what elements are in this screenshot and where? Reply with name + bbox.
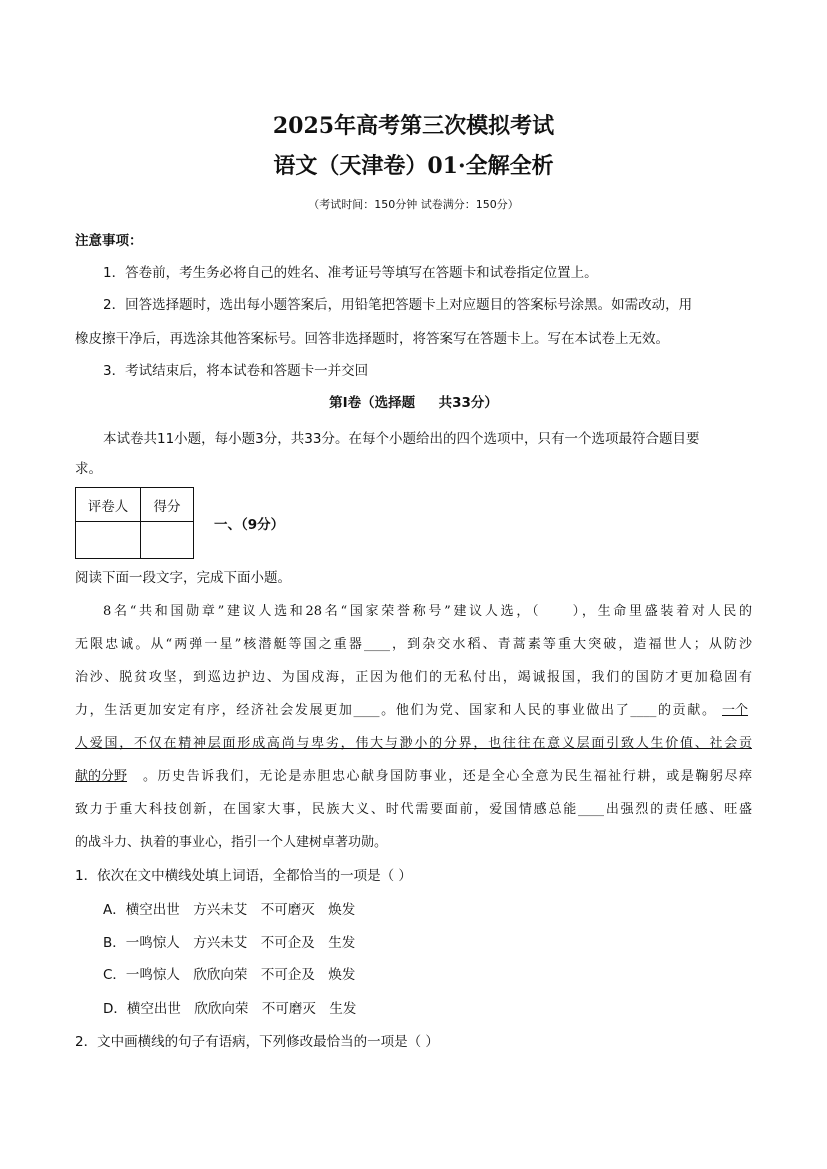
question-1-option-d[interactable]: D．横空出世 欣欣向荣 不可磨灭 生发 [103, 1001, 357, 1017]
passage-line: 的战斗力、执着的事业心，指引一个人建树卓著功勋。 [75, 835, 388, 850]
underlined-sentence: 人爱国，不仅在精神层面形成高尚与卑劣，伟大与渺小的分界，也往往在意义层面引致人生价值、社会贡 [75, 736, 752, 751]
section-heading: 第Ⅰ卷（选择题 共33分） [329, 395, 498, 411]
score-header-score: 得分 [141, 488, 194, 522]
passage-line: 治沙、脱贫攻坚，到巡边护边、为国戍海，正因为他们的无私付出，竭诚报国，我们的国防才更加稳固有 [75, 670, 752, 685]
underlined-sentence: 一个 [722, 703, 749, 718]
passage-line: 。历史告诉我们，无论是赤胆忠心献身国防事业，还是全心全意为民生福祉行耕，或是鞠躬尽瘁 [143, 769, 752, 784]
score-header-grader: 评卷人 [76, 488, 141, 522]
question-1-stem: 1．依次在文中横线处填上词语，全都恰当的一项是（ ） [75, 868, 412, 884]
passage-line: 致力于重大科技创新，在国家大事，民族大义、时代需要面前，爱国情感总能____出强烈的责任感、旺盛 [75, 802, 752, 817]
question-2-stem: 2．文中画横线的句子有语病，下列修改最恰当的一项是（ ） [75, 1034, 439, 1050]
passage-line: 无限忠诚。从“两弹一星”核潜艇等国之重器____，到杂交水稻、青蒿素等重大突破，造福世人；从防沙 [75, 637, 752, 652]
question-1-option-c[interactable]: C．一鸣惊人 欣欣向荣 不可企及 焕发 [103, 967, 356, 983]
question-1-option-a[interactable]: A．横空出世 方兴未艾 不可磨灭 焕发 [103, 902, 356, 918]
notice-item: 橡皮擦干净后，再选涂其他答案标号。回答非选择题时，将答案写在答题卡上。写在本试卷上无效。 [75, 331, 669, 347]
notice-item: 2．回答选择题时，选出每小题答案后，用铅笔把答题卡上对应题目的答案标号涂黑。如需改动，用 [103, 297, 693, 313]
part1-heading: 一、（9分） [214, 517, 285, 533]
underlined-sentence: 献的分野 [75, 769, 128, 784]
part1-instruction: 阅读下面一段文字，完成下面小题。 [75, 570, 291, 586]
exam-info: （考试时间：150分钟 试卷满分：150分） [308, 198, 519, 211]
grader-cell [76, 522, 141, 559]
question-1-option-b[interactable]: B．一鸣惊人 方兴未艾 不可企及 生发 [103, 935, 356, 951]
score-table [75, 487, 194, 559]
section-intro: 本试卷共11小题，每小题3分，共33分。在每个小题给出的四个选项中，只有一个选项最符合题目要 [103, 431, 700, 447]
section-intro: 求。 [75, 461, 102, 477]
passage-line: 力，生活更加安定有序，经济社会发展更加____。他们为党、国家和人民的事业做出了____的贡献。 [75, 703, 715, 718]
notice-item: 1．答卷前，考生务必将自己的姓名、准考证号等填写在答题卡和试卷指定位置上。 [103, 265, 598, 281]
exam-title: 2025年高考第三次模拟考试 [272, 113, 555, 139]
passage-line: 8名“共和国勋章”建议人选和28名“国家荣誉称号”建议人选，（ ），生命里盛装着对人民的 [103, 604, 752, 619]
exam-subtitle: 语文（天津卷）01·全解全析 [273, 153, 554, 179]
notice-item: 3．考试结束后，将本试卷和答题卡一并交回 [103, 363, 369, 379]
score-cell [141, 522, 194, 559]
notice-heading: 注意事项： [75, 233, 143, 249]
